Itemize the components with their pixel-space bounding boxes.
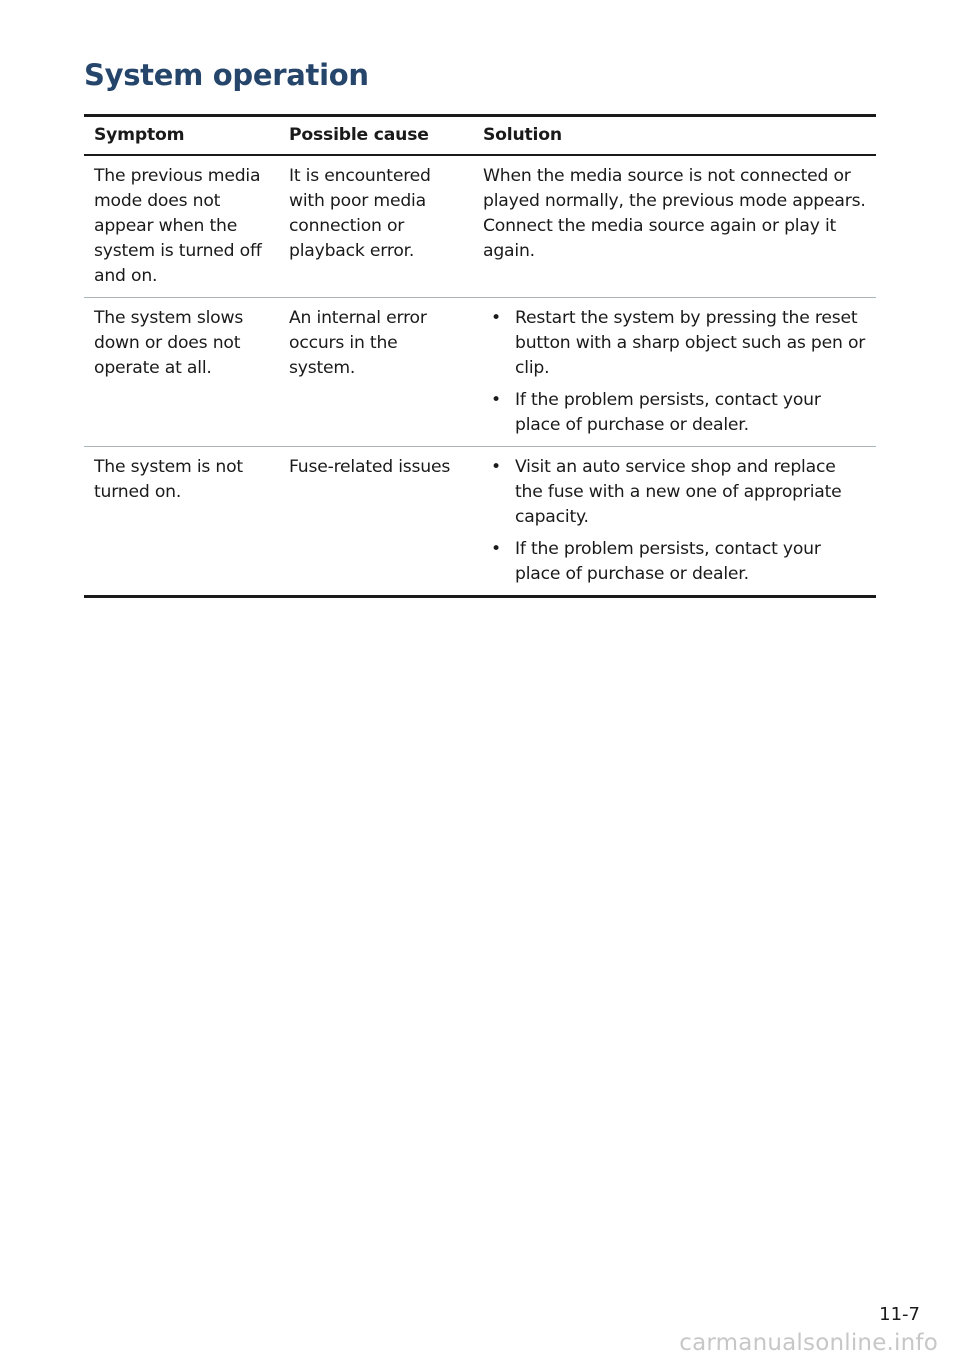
cause-cell: It is encountered with poor media connection or playback error.: [289, 166, 431, 261]
page-number: 11-7: [879, 1304, 920, 1325]
solution-cell: When the media source is not connected or played normally, the previous mode appears. Connect the media source again or play it again.: [483, 166, 866, 261]
page-title: System operation: [84, 58, 369, 92]
cause-cell: Fuse-related issues: [289, 457, 451, 477]
solution-item: • If the problem persists, contact your place of purchase or dealer.: [483, 388, 868, 438]
watermark: carmanualsonline.info: [679, 1330, 938, 1356]
table-row: [84, 155, 876, 298]
solution-cell: [473, 298, 876, 447]
solution-item: • Restart the system by pressing the reset button with a sharp object such as pen or clip.: [483, 306, 868, 381]
table-row: [84, 298, 876, 447]
table-row: [84, 447, 876, 597]
header-possible-cause: Possible cause: [289, 125, 429, 145]
solution-cell: [473, 447, 876, 597]
symptom-cell: The system slows down or does not operate at all.: [94, 308, 244, 378]
solution-list: [483, 306, 868, 438]
troubleshooting-table: [84, 114, 876, 598]
cause-cell: An internal error occurs in the system.: [289, 308, 427, 378]
table-header-row: [84, 116, 876, 156]
header-solution: Solution: [483, 125, 562, 145]
symptom-cell: The previous media mode does not appear when the system is turned off and on.: [94, 166, 262, 286]
solution-item: • If the problem persists, contact your place of purchase or dealer.: [483, 537, 868, 587]
solution-list: [483, 455, 868, 587]
header-symptom: Symptom: [94, 125, 185, 145]
solution-item: • Visit an auto service shop and replace the fuse with a new one of appropriate capacity.: [483, 455, 868, 530]
symptom-cell: The system is not turned on.: [94, 457, 243, 502]
